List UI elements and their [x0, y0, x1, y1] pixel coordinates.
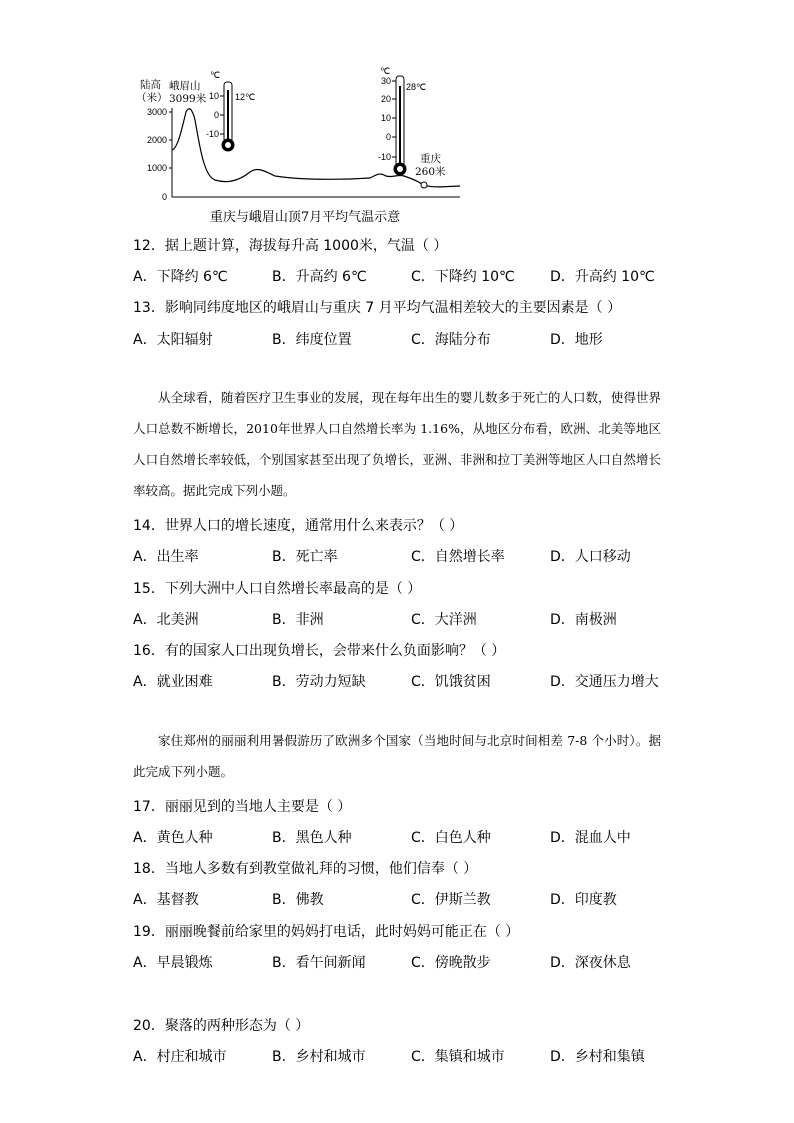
option-a[interactable]: A．早晨锻炼 — [133, 955, 213, 971]
thermo-tick: 10 — [380, 113, 391, 123]
option-b[interactable]: B．佛教 — [272, 892, 324, 908]
option-c[interactable]: C．海陆分布 — [411, 332, 491, 348]
thermo-tick: -10 — [205, 129, 219, 139]
thermometer-unit: ℃ — [210, 70, 221, 80]
temperature-figure — [136, 66, 470, 228]
option-b[interactable]: B．看午间新闻 — [272, 955, 366, 971]
option-b[interactable]: B．黑色人种 — [272, 830, 352, 846]
y-tick-label: 3000 — [146, 107, 167, 117]
mercury-column — [399, 86, 401, 166]
city-height: 260米 — [415, 166, 446, 178]
option-d[interactable]: D．人口移动 — [550, 549, 631, 565]
option-c[interactable]: C．傍晚散步 — [411, 955, 491, 971]
city-thermometer — [378, 66, 426, 175]
mountain-name: 峨眉山 — [169, 80, 201, 92]
option-a[interactable]: A．村庄和城市 — [133, 1049, 227, 1065]
option-a[interactable]: A．出生率 — [133, 549, 199, 565]
option-d[interactable]: D．南极洲 — [550, 612, 617, 628]
option-d[interactable]: D．乡村和集镇 — [550, 1049, 645, 1065]
thermometer-reading: 12℃ — [235, 92, 256, 102]
option-c[interactable]: C．伊斯兰教 — [411, 892, 491, 908]
mountain-height: 3099米 — [169, 93, 207, 105]
city-name: 重庆 — [420, 153, 441, 165]
y-axis-unit: （米） — [136, 92, 168, 104]
question-15-stem: 15．下列大洲中人口自然增长率最高的是（ ） — [133, 581, 422, 597]
mountain-thermometer — [206, 70, 255, 151]
y-tick-label: 0 — [161, 192, 167, 202]
option-c[interactable]: C．白色人种 — [411, 830, 491, 846]
option-c[interactable]: C．集镇和城市 — [411, 1049, 505, 1065]
thermo-tick: 10 — [208, 91, 219, 101]
question-17-stem: 17．丽丽见到的当地人主要是（ ） — [133, 799, 352, 815]
question-18-stem: 18．当地人多数有到教堂做礼拜的习惯，他们信奉（ ） — [133, 861, 478, 877]
y-tick-label: 2000 — [146, 135, 167, 145]
option-b[interactable]: B．非洲 — [272, 612, 324, 628]
thermo-tick: -10 — [377, 152, 391, 162]
option-c[interactable]: C．自然增长率 — [411, 549, 505, 565]
thermo-tick: 20 — [380, 94, 391, 104]
option-a[interactable]: A．下降约 6℃ — [133, 269, 228, 285]
option-c[interactable]: C．饥饿贫困 — [411, 674, 491, 690]
thermo-tick: 0 — [385, 132, 391, 142]
question-12-stem: 12．据上题计算，海拔每升高 1000米，气温（ ） — [133, 238, 448, 254]
option-b[interactable]: B．升高约 6℃ — [272, 269, 367, 285]
question-13-stem: 13．影响同纬度地区的峨眉山与重庆 7 月平均气温相差较大的主要因素是（ ） — [133, 300, 622, 316]
option-a[interactable]: A．太阳辐射 — [133, 332, 213, 348]
option-d[interactable]: D．交通压力增大 — [550, 674, 659, 690]
option-b[interactable]: B．死亡率 — [272, 549, 338, 565]
option-d[interactable]: D．印度教 — [550, 892, 617, 908]
option-d[interactable]: D．地形 — [550, 332, 603, 348]
thermo-tick: 0 — [213, 110, 219, 120]
question-16-stem: 16．有的国家人口出现负增长，会带来什么负面影响？（ ） — [133, 643, 506, 659]
y-tick-label: 1000 — [146, 163, 167, 173]
option-d[interactable]: D．混血人中 — [550, 830, 631, 846]
mercury-column — [227, 90, 229, 140]
option-b[interactable]: B．乡村和城市 — [272, 1049, 366, 1065]
option-d[interactable]: D．深夜休息 — [550, 955, 631, 971]
question-14-stem: 14．世界人口的增长速度，通常用什么来表示？（ ） — [133, 518, 464, 534]
figure-caption: 重庆与峨眉山顶7月平均气温示意 — [209, 210, 401, 225]
y-axis-label: 陆高 — [140, 79, 161, 91]
option-a[interactable]: A．就业困难 — [133, 674, 213, 690]
option-a[interactable]: A．黄色人种 — [133, 830, 213, 846]
question-19-stem: 19．丽丽晚餐前给家里的妈妈打电话，此时妈妈可能正在（ ） — [133, 924, 520, 940]
option-d[interactable]: D．升高约 10℃ — [550, 269, 655, 285]
thermo-tick: 30 — [380, 76, 391, 86]
option-a[interactable]: A．北美洲 — [133, 612, 199, 628]
question-20-stem: 20．聚落的两种形态为（ ） — [133, 1018, 310, 1034]
thermometer-unit: ℃ — [380, 66, 391, 76]
option-c[interactable]: C．大洋洲 — [411, 612, 477, 628]
city-marker — [421, 182, 427, 188]
option-c[interactable]: C．下降约 10℃ — [411, 269, 515, 285]
option-b[interactable]: B．劳动力短缺 — [272, 674, 366, 690]
thermometer-reading: 28℃ — [406, 82, 427, 92]
option-b[interactable]: B．纬度位置 — [272, 332, 352, 348]
option-a[interactable]: A．基督教 — [133, 892, 199, 908]
reading-passage-travel: 家住郑州的丽丽利用暑假游历了欧洲多个国家（当地时间与北京时间相差 7-8 个小时）。据此完成下列小题。 — [133, 733, 661, 779]
elevation-profile-diagram — [136, 66, 470, 208]
reading-passage-population: 从全球看，随着医疗卫生事业的发展，现在每年出生的婴儿数多于死亡的人口数，使得世界人口总数不断增长，2010年世界人口自然增长率为 1.16%，从地区分布看，欧洲、北美等地区人口自然增长率较低，个别国家甚至出现了负增长，亚洲、非洲和拉丁美洲等地区人口自然增长率较高。据此完成下列小题。 — [133, 390, 661, 498]
